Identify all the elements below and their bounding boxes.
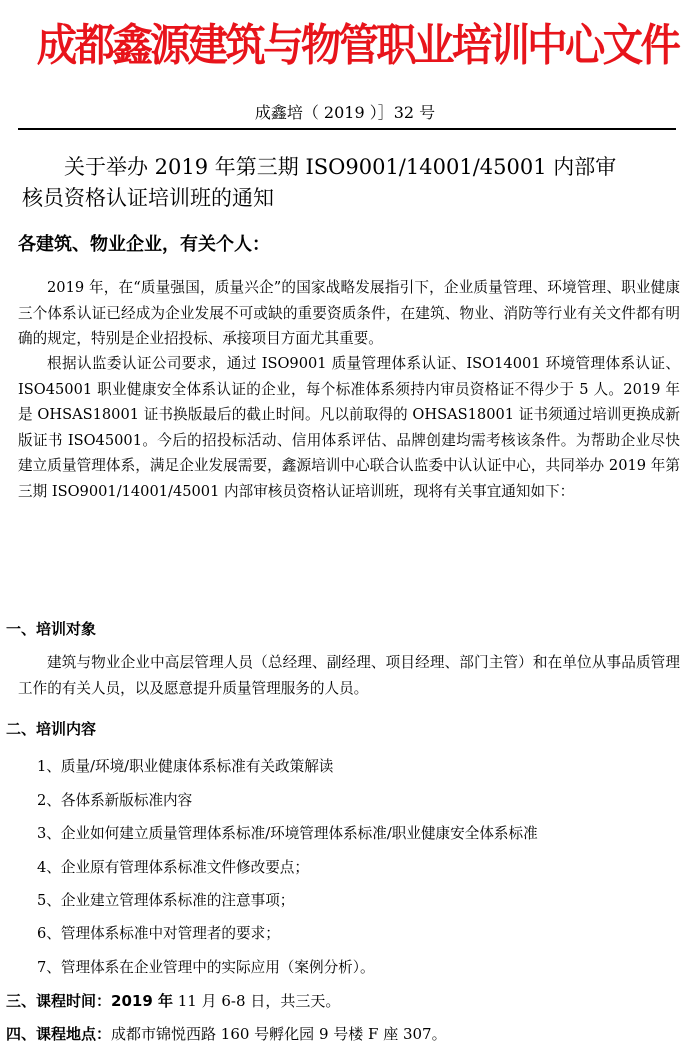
section-course-time [6, 989, 340, 1013]
notice-title-line-2: 核员资格认证培训班的通知 [22, 186, 274, 210]
section-heading-training-content: 二、培训内容 [6, 720, 97, 738]
course-time-dates: 11 月 6-8 日，共三天。 [173, 992, 341, 1010]
course-time-year: 2019 年 [111, 992, 173, 1010]
training-content-item-2: 2、各体系新版标准内容 [37, 792, 193, 809]
course-location-address: 成都市锦悦西路 160 号孵化园 9 号楼 F 座 307。 [111, 1025, 447, 1043]
training-content-item-7: 7、管理体系在企业管理中的实际应用（案例分析）。 [37, 959, 375, 976]
training-content-item-3: 3、企业如何建立质量管理体系标准/环境管理体系标准/职业健康安全体系标准 [37, 825, 538, 842]
course-location-heading: 四、课程地点： [6, 1025, 112, 1043]
training-target-text: 建筑与物业企业中高层管理人员（总经理、副经理、项目经理、部门主管）和在单位从事品质管理工作的有关人员，以及愿意提升质量管理服务的人员。 [18, 654, 680, 697]
intro-paragraph-1: 2019 年，在“质量强国，质量兴企”的国家战略发展指引下，企业质量管理、环境管理、职业健康三个体系认证已经成为企业发展不可或缺的重要资质条件，在建筑、物业、消防等行业有关文件都有明确的规定，特别是企业招投标、承接项目方面尤其重要。 [18, 279, 680, 347]
notice-title-line-1: 关于举办 2019 年第三期 ISO9001/14001/45001 内部审 [64, 155, 617, 179]
training-content-item-4: 4、企业原有管理体系标准文件修改要点； [37, 859, 309, 876]
section-course-location [6, 1022, 447, 1046]
intro-paragraph-2: 根据认监委认证公司要求，通过 ISO9001 质量管理体系认证、ISO14001 环境管理体系认证、ISO45001 职业健康安全体系认证的企业，每个标准体系须持内审员资格证不得少于 5 人。2019 年是 OHSAS18001 证书换版最后的截止时间。凡以前取得的 OHSAS18001 证书须通过培训更换成新版证书 ISO45001。今后的招投标活动、信用体系评估、品牌创建均需考核该条件。为帮助企业尽快建立质量管理体系，满足企业发展需要，鑫源培训中心联合认监委中认认证中心，共同举办 2019 年第三期 ISO9001/14001/45001 内部审核员资格认证培训班，现将有关事宜通知如下： [18, 355, 680, 500]
training-content-item-5: 5、企业建立管理体系标准的注意事项； [37, 892, 295, 909]
notice-title [22, 152, 672, 214]
training-content-item-1: 1、质量/环境/职业健康体系标准有关政策解读 [37, 758, 334, 775]
training-content-item-6: 6、管理体系标准中对管理者的要求； [37, 925, 280, 942]
document-number: 成鑫培（ 2019 ）］32 号 [254, 103, 436, 122]
header-divider [18, 128, 676, 130]
organization-header-title: 成都鑫源建筑与物管职业培训中心文件 [36, 20, 679, 71]
salutation: 各建筑、物业企业，有关个人： [18, 234, 270, 255]
course-time-heading: 三、课程时间： [6, 992, 112, 1010]
section-heading-training-target: 一、培训对象 [6, 620, 97, 638]
